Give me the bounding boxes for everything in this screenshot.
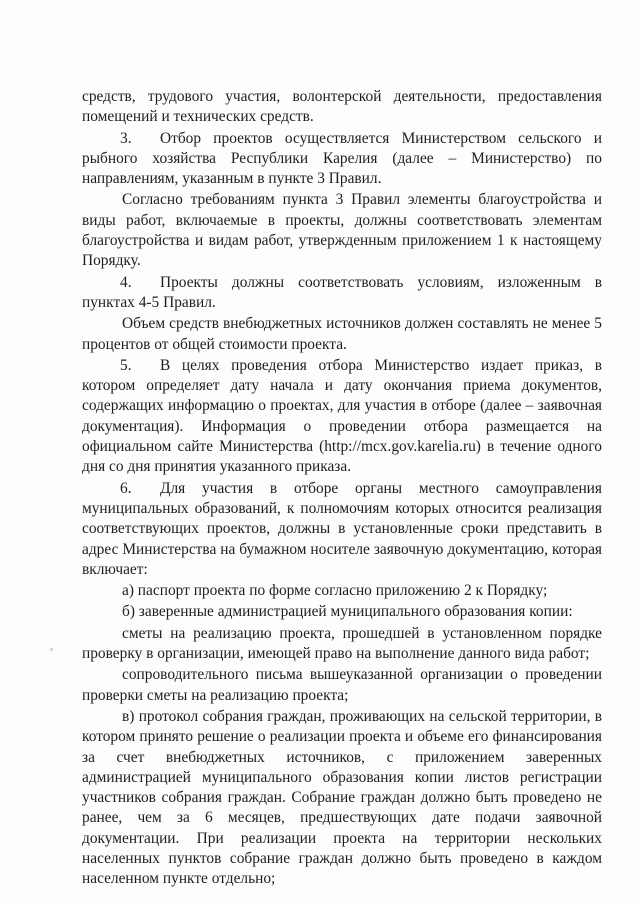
list-item-cover-letter: сопроводительного письма вышеуказанной организации о проведении проверки сметы на реализацию проекта; xyxy=(82,666,602,704)
paragraph-item-6 xyxy=(82,479,602,580)
item-text: Проекты должны соответствовать условиям, изложенным в пунктах 4-5 Правил. xyxy=(82,273,602,311)
paragraph-item-3 xyxy=(82,129,602,190)
list-item-a: а) паспорт проекта по форме согласно приложению 2 к Порядку; xyxy=(122,582,548,600)
paragraph-continuation: средств, трудового участия, волонтерской деятельности, предоставления помещений и технических средств. xyxy=(82,88,602,126)
paragraph-requirements: Согласно требованиям пункта 3 Правил элементы благоустройства и виды работ, включаемые в проекты, должны соответствовать элементам благоустройства и видам работ, утвержденным приложением 1 к настоящему Порядку. xyxy=(82,191,602,270)
paragraph-funding: Объем средств внебюджетных источников должен составлять не менее 5 процентов от общей стоимости проекта. xyxy=(82,315,602,353)
item-number: 4. xyxy=(120,273,132,291)
item-number: 5. xyxy=(120,356,132,374)
list-item-b: б) заверенные администрацией муниципального образования копии: xyxy=(122,603,573,621)
scan-dot xyxy=(50,648,53,651)
item-number: 3. xyxy=(120,129,132,147)
item-text: Для участия в отборе органы местного самоуправления муниципальных образований, к полномочиям которых относится реализация соответствующих проектов, должны в установленные сроки представить в адрес Министерства на бумажном носителе заявочную документацию, которая включает: xyxy=(82,479,602,578)
item-text: В целях проведения отбора Министерство издает приказ, в котором определяет дату начала и дату окончания приема документов, содержащих информацию о проектах, для участия в отборе (далее – заявочная документация). Информация о проведении отбора размещается на официальном сайте Министерства (http://mcx.gov.karelia.ru) в течение одного дня со дня принятия указанного приказа. xyxy=(82,356,602,476)
document-body xyxy=(82,87,602,891)
list-item-estimate: сметы на реализацию проекта, прошедшей в установленном порядке проверку в организации, имеющей право на выполнение данного вида работ; xyxy=(82,624,602,663)
paragraph-item-4 xyxy=(82,273,602,314)
item-number: 6. xyxy=(120,479,132,497)
list-item-v: в) протокол собрания граждан, проживающих на сельской территории, в котором принято решение о реализации проекта и объеме его финансирования за счет внебюджетных источников, с приложением заверенных администрацией муниципального образования копии листов регистрации участников собрания граждан. Собрание граждан должно быть проведено не ранее, чем за 6 месяцев, предшествующих дате подачи заявочной документации. При реализации проекта на территории нескольких населенных пунктов собрание граждан должно быть проведено в каждом населенном пункте отдельно; xyxy=(82,707,602,888)
paragraph-item-5 xyxy=(82,356,602,478)
item-text: Отбор проектов осуществляется Министерством сельского и рыбного хозяйства Республики Карелия (далее – Министерство) по направлениям, указанным в пункте 3 Правил. xyxy=(82,129,602,188)
